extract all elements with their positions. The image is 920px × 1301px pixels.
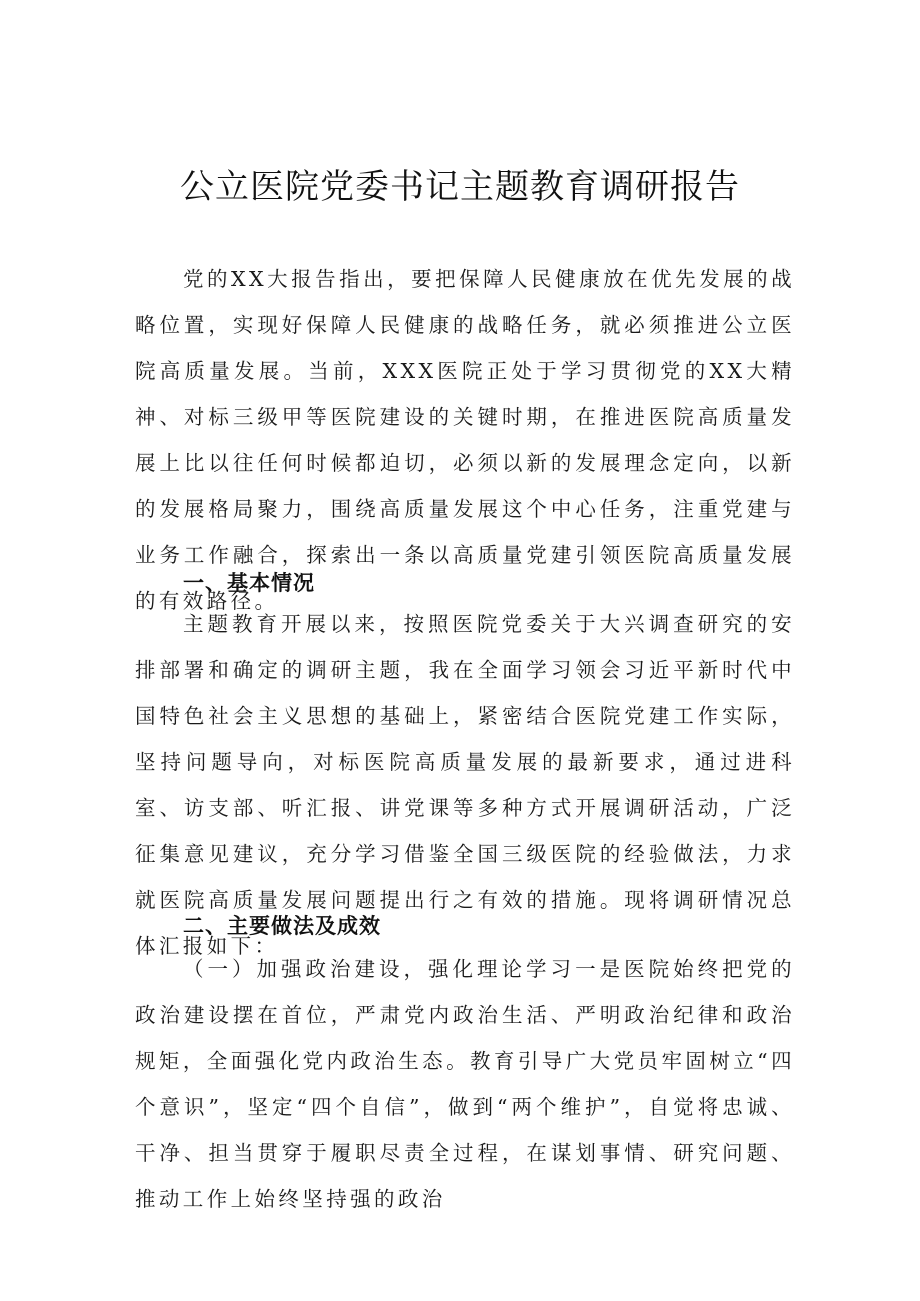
section-heading-basic-situation: 一、基本情况	[183, 571, 315, 595]
main-practices-paragraph: （一）加强政治建设，强化理论学习一是医院始终把党的政治建设摆在首位，严肃党内政治生活、严明政治纪律和政治规矩，全面强化党内政治生态。教育引导广大党员牢固树立“四个意识”，坚定“四个自信”，做到“两个维护”，自觉将忠诚、干净、担当贯穿于履职尽责全过程，在谋划事情、研究问题、推动工作上始终坚持强的政治	[135, 957, 795, 1211]
section-heading-main-practices: 二、主要做法及成效	[183, 914, 381, 938]
intro-paragraph: 党的XX大报告指出，要把保障人民健康放在优先发展的战略位置，实现好保障人民健康的战略任务，就必须推进公立医院高质量发展。当前，XXX医院正处于学习贯彻党的XX大精神、对标三级甲等医院建设的关键时期，在推进医院高质量发展上比以往任何时候都迫切，必须以新的发展理念定向，以新的发展格局聚力，围绕高质量发展这个中心任务，注重党建与业务工作融合，探索出一条以高质量党建引领医院高质量发展的有效路径。	[135, 267, 795, 613]
document-title: 公立医院党委书记主题教育调研报告	[180, 167, 740, 207]
basic-situation-paragraph: 主题教育开展以来，按照医院党委关于大兴调查研究的安排部署和确定的调研主题，我在全面学习领会习近平新时代中国特色社会主义思想的基础上，紧密结合医院党建工作实际，坚持问题导向，对标医院高质量发展的最新要求，通过进科室、访支部、听汇报、讲党课等多种方式开展调研活动，广泛征集意见建议，充分学习借鉴全国三级医院的经验做法，力求就医院高质量发展问题提出行之有效的措施。现将调研情况总体汇报如下：	[135, 612, 795, 958]
